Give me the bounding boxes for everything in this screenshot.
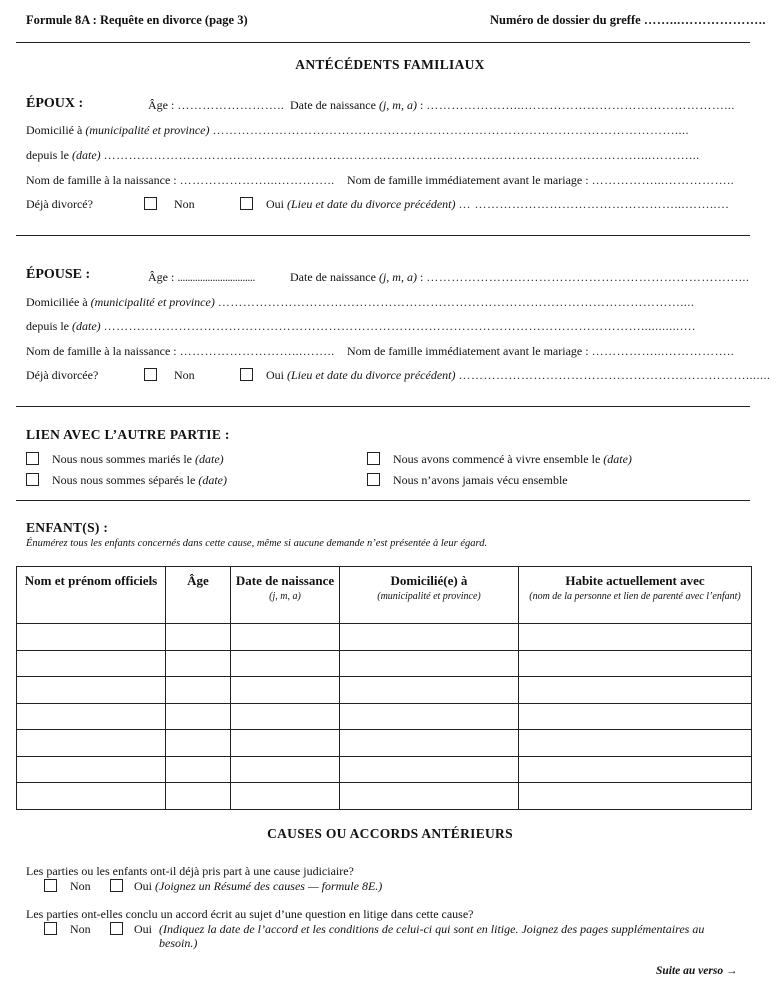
wife-divorce-details-field[interactable]: ……………………………………………………………....... <box>458 368 771 382</box>
husband-birth-name: Nom de famille à la naissance : …………………...………….. <box>26 173 335 187</box>
continued-overleaf: Suite au verso → <box>656 965 738 977</box>
husband-divorced-no[interactable]: Non <box>144 197 195 212</box>
table-row <box>17 650 752 677</box>
divider <box>16 42 750 43</box>
table-row <box>17 677 752 704</box>
checkbox[interactable] <box>44 922 57 935</box>
table-row <box>17 756 752 783</box>
wife-age: Âge : ............................... <box>148 270 255 284</box>
checkbox[interactable] <box>240 197 253 210</box>
checkbox[interactable] <box>44 879 57 892</box>
husband-premarriage-name: Nom de famille immédiatement avant le mariage : ……………...…………….. <box>347 173 735 187</box>
children-instruction: Énumérez tous les enfants concernés dans cette cause, même si aucune demande n’est présentée à leur égard. <box>26 538 488 549</box>
cohabit-option[interactable]: Nous avons commencé à vivre ensemble le (date) <box>367 452 632 467</box>
table-header-row <box>17 567 752 624</box>
divider <box>16 406 750 407</box>
husband-domicile: Domicilié à (municipalité et province) ………………………………………………………………………………………………….... <box>26 123 690 137</box>
table-cell[interactable] <box>231 783 340 810</box>
table-cell[interactable] <box>231 650 340 677</box>
wife-divorced-no[interactable]: Non <box>144 368 195 383</box>
table-cell[interactable] <box>519 730 752 757</box>
table-cell[interactable] <box>519 624 752 651</box>
table-cell[interactable] <box>340 756 519 783</box>
table-cell[interactable] <box>166 783 231 810</box>
wife-since: depuis le (date) …………………………………………………………………………………………………………………...........…. <box>26 319 696 333</box>
husband-since: depuis le (date) …………………………………………………………………………………………………………………...………... <box>26 148 700 162</box>
table-row <box>17 783 752 810</box>
checkbox[interactable] <box>26 452 39 465</box>
file-number-label: Numéro de dossier du greffe ……...……………….. <box>490 13 766 27</box>
table-cell[interactable] <box>166 677 231 704</box>
checkbox[interactable] <box>367 452 380 465</box>
table-cell[interactable] <box>17 650 166 677</box>
wife-premarriage-name-field[interactable]: ……………...…………….. <box>591 344 735 358</box>
married-option[interactable]: Nous nous sommes mariés le (date) <box>26 452 224 467</box>
table-cell[interactable] <box>519 677 752 704</box>
table-cell[interactable] <box>166 756 231 783</box>
col-header-dob: Date de naissance (j, m, a) <box>231 567 340 624</box>
col-header-age: Âge <box>166 567 231 624</box>
wife-birth-name: Nom de famille à la naissance : ………………………...…….. <box>26 344 335 358</box>
col-header-name: Nom et prénom officiels <box>17 567 166 624</box>
table-cell[interactable] <box>17 677 166 704</box>
table-cell[interactable] <box>231 730 340 757</box>
agreement-no[interactable]: Non <box>44 922 91 937</box>
husband-dob: Date de naissance (j, m, a) : …………………...…………………………………………... <box>290 98 735 112</box>
file-number-field[interactable]: ……...……………….. <box>643 13 766 27</box>
table-row <box>17 624 752 651</box>
prior-case-no[interactable]: Non <box>44 879 91 894</box>
wife-age-field[interactable]: ............................... <box>177 270 255 284</box>
table-cell[interactable] <box>231 624 340 651</box>
checkbox[interactable] <box>144 368 157 381</box>
arrow-right-icon: → <box>725 965 738 977</box>
husband-divorce-details-field[interactable]: … …………………………………………...……..… <box>458 197 730 211</box>
husband-since-field[interactable]: …………………………………………………………………………………………………………………...………... <box>103 148 700 162</box>
section-title-relationship: LIEN AVEC L’AUTRE PARTIE : <box>26 427 230 442</box>
husband-age-field[interactable]: …………………….. <box>177 98 285 112</box>
table-cell[interactable] <box>340 677 519 704</box>
checkbox[interactable] <box>26 473 39 486</box>
table-cell[interactable] <box>340 730 519 757</box>
husband-age: Âge : …………………….. <box>148 98 285 112</box>
checkbox[interactable] <box>240 368 253 381</box>
never-lived-together-option[interactable]: Nous n’avons jamais vécu ensemble <box>367 473 568 488</box>
agreement-question: Les parties ont-elles conclu un accord écrit au sujet d’une question en litige dans cette cause? <box>26 907 474 921</box>
section-title-children: ENFANT(S) : <box>26 520 109 535</box>
table-cell[interactable] <box>340 783 519 810</box>
table-cell[interactable] <box>17 783 166 810</box>
husband-heading: ÉPOUX : <box>26 96 84 111</box>
table-cell[interactable] <box>519 756 752 783</box>
wife-dob-field[interactable]: …………………………………………………………………... <box>426 270 750 284</box>
agreement-yes[interactable]: Oui <box>110 922 152 937</box>
agreement-yes-hint-2: besoin.) <box>159 936 198 950</box>
checkbox[interactable] <box>110 922 123 935</box>
wife-domicile-field[interactable]: ………………………………………………………………………………………………….... <box>217 295 695 309</box>
agreement-yes-hint-1: (Indiquez la date de l’accord et les conditions de celui-ci qui sont en litige. Joignez des pages supplémentaires au <box>159 922 705 936</box>
table-cell[interactable] <box>17 730 166 757</box>
prior-case-yes[interactable]: Oui (Joignez un Résumé des causes — formule 8E.) <box>110 879 382 894</box>
husband-dob-field[interactable]: …………………...…………………………………………... <box>426 98 735 112</box>
col-header-domicile: Domicilié(e) à (municipalité et province) <box>340 567 519 624</box>
section-title-family-history: ANTÉCÉDENTS FAMILIAUX <box>295 57 485 72</box>
wife-domicile: Domiciliée à (municipalité et province) ………………………………………………………………………………………………….... <box>26 295 695 309</box>
table-cell[interactable] <box>519 703 752 730</box>
table-cell[interactable] <box>17 756 166 783</box>
table-cell[interactable] <box>340 650 519 677</box>
table-cell[interactable] <box>17 703 166 730</box>
table-cell[interactable] <box>231 703 340 730</box>
checkbox[interactable] <box>144 197 157 210</box>
husband-birth-name-field[interactable]: …………………...………….. <box>179 173 335 187</box>
table-cell[interactable] <box>340 624 519 651</box>
table-cell[interactable] <box>166 624 231 651</box>
checkbox[interactable] <box>367 473 380 486</box>
table-row <box>17 730 752 757</box>
col-header-lives-with: Habite actuellement avec (nom de la personne et lien de parenté avec l’enfant) <box>519 567 752 624</box>
husband-divorced-yes[interactable]: Oui (Lieu et date du divorce précédent) … …………………………………………...……..… <box>240 197 730 212</box>
wife-heading: ÉPOUSE : <box>26 267 91 282</box>
husband-divorced-label: Déjà divorcé? <box>26 197 93 211</box>
wife-birth-name-field[interactable]: ………………………...…….. <box>179 344 335 358</box>
wife-divorced-label: Déjà divorcée? <box>26 368 99 382</box>
table-cell[interactable] <box>17 624 166 651</box>
separated-option[interactable]: Nous nous sommes séparés le (date) <box>26 473 227 488</box>
children-table <box>16 566 752 810</box>
wife-divorced-yes[interactable]: Oui (Lieu et date du divorce précédent) ……………………………………………………………....... <box>240 368 771 383</box>
prior-case-question: Les parties ou les enfants ont-il déjà pris part à une cause judiciaire? <box>26 864 354 878</box>
table-cell[interactable] <box>166 703 231 730</box>
table-row <box>17 703 752 730</box>
checkbox[interactable] <box>110 879 123 892</box>
table-cell[interactable] <box>231 756 340 783</box>
wife-dob: Date de naissance (j, m, a) : …………………………………………………………………... <box>290 270 750 284</box>
table-cell[interactable] <box>340 703 519 730</box>
divider <box>16 235 750 236</box>
table-cell[interactable] <box>166 730 231 757</box>
section-title-prior-cases: CAUSES OU ACCORDS ANTÉRIEURS <box>267 826 513 841</box>
divider <box>16 500 750 501</box>
husband-domicile-field[interactable]: ………………………………………………………………………………………………….... <box>212 123 690 137</box>
wife-premarriage-name: Nom de famille immédiatement avant le mariage : ……………...…………….. <box>347 344 735 358</box>
table-cell[interactable] <box>231 677 340 704</box>
table-cell[interactable] <box>166 650 231 677</box>
husband-premarriage-name-field[interactable]: ……………...…………….. <box>591 173 735 187</box>
table-cell[interactable] <box>519 783 752 810</box>
wife-since-field[interactable]: …………………………………………………………………………………………………………………...........…. <box>103 319 696 333</box>
table-cell[interactable] <box>519 650 752 677</box>
form-title: Formule 8A : Requête en divorce (page 3) <box>26 13 248 27</box>
